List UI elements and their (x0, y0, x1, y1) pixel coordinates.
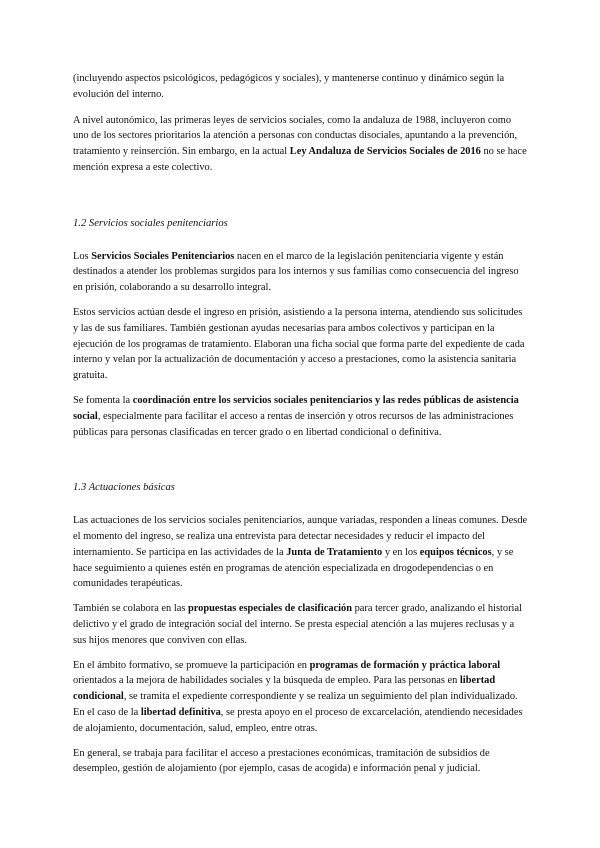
text-run: , se tramita el expediente correspondiente y se realiza un seguimiento del plan individualizado. En el caso de la (73, 691, 518, 718)
paragraph-ssp-coordination (73, 393, 529, 440)
text-run: , especialmente para facilitar el acceso a rentas de inserción y otros recursos de las administraciones públicas para personas clasificadas en tercer grado o en libertad condicional o definitiva. (73, 410, 514, 438)
paragraph-actuaciones-comunes (73, 513, 529, 592)
text-run: Se fomenta la (73, 394, 133, 406)
paragraph-ssp-functions: Estos servicios actúan desde el ingreso en prisión, asistiendo a la persona interna, atendiendo sus solicitudes y las de sus familiares. También gestionan ayudas necesarias para ambos colectivos y participan en la ejecución de los programas de tratamiento. Elaboran una ficha social que forma parte del expediente de cada interno y velan por la actualización de documentación y acceso a prestaciones, como la asistencia sanitaria gratuita. (73, 306, 525, 382)
text-run: para tercer grado, analizando el historial delictivo y el grado de integración social del interno. Se presta especial atención a las mujeres reclusas y a sus hijos menores que conviven con ellas. (73, 603, 522, 646)
text-run: Los (73, 250, 92, 262)
bold-term: libertad definitiva (140, 706, 221, 718)
bold-term: libertad condicional (73, 675, 496, 703)
section-heading-1-3: 1.3 Actuaciones básicas (73, 482, 175, 494)
text-run: no se hace mención expresa a este colectivo. (73, 146, 527, 173)
bold-law-name: Ley Andaluza de Servicios Sociales de 2016 (289, 146, 481, 158)
bold-term: programas de formación y práctica laboral (309, 659, 501, 671)
bold-term: propuestas especiales de clasificación (187, 603, 352, 615)
text-run: También se colabora en las (73, 603, 188, 615)
paragraph-clasificacion (73, 601, 529, 648)
paragraph-prestaciones: En general, se trabaja para facilitar el acceso a prestaciones económicas, tramitación de subsidios de desempleo, gestión de alojamiento (por ejemplo, casas de acogida) e información penal y judicial. (73, 747, 490, 775)
bold-term: Servicios Sociales Penitenciarios (91, 250, 235, 262)
paragraph-andalucia (73, 113, 529, 176)
text-run: y en los (382, 546, 420, 558)
bold-term: Junta de Tratamiento (286, 546, 383, 558)
text-run: , y se hace seguimiento a quienes estén en programas de atención especializada en drogodependencias o en comunidades terapéuticas. (73, 546, 514, 590)
paragraph-intro-continuation: (incluyendo aspectos psicológicos, pedagógicos y sociales), y mantenerse continuo y dinámico según la evolución del interno. (73, 73, 505, 100)
bold-term: equipos técnicos (419, 546, 492, 558)
text-run: orientados a la mejora de habilidades sociales y la búsqueda de empleo. Para las personas en (73, 675, 460, 687)
section-heading-1-2: 1.2 Servicios sociales penitenciarios (73, 217, 228, 229)
text-run: Las actuaciones de los servicios sociales penitenciarios, aunque variadas, responden a líneas comunes. Desde el momento del ingreso, se realiza una entrevista para detectar necesidades y reducir el impacto del internamiento. Se participa en las actividades de la (73, 515, 528, 558)
text-run: En el ámbito formativo, se promueve la participación en (73, 659, 310, 671)
paragraph-ssp-origin (73, 249, 529, 296)
document-page (73, 71, 529, 786)
bold-term: coordinación entre los servicios sociales penitenciarios y las redes públicas de asistencia social (73, 394, 519, 422)
paragraph-formativo (73, 658, 529, 737)
text-run: A nivel autonómico, las primeras leyes de servicios sociales, como la andaluza de 1988, incluyeron como uno de los sectores prioritarios la atención a personas con conductas disociales, apuntando a la prevención, tratamiento y reinserción. Sin embargo, en la actual (73, 114, 518, 158)
text-run: , se presta apoyo en el proceso de excarcelación, atendiendo necesidades de alojamiento, documentación, salud, empleo, entre otras. (73, 706, 523, 734)
text-run: nacen en el marco de la legislación penitenciaria vigente y están destinados a atender los problemas surgidos para los internos y sus familias como consecuencia del ingreso en prisión, colaborando a su desarrollo integral. (73, 250, 519, 294)
